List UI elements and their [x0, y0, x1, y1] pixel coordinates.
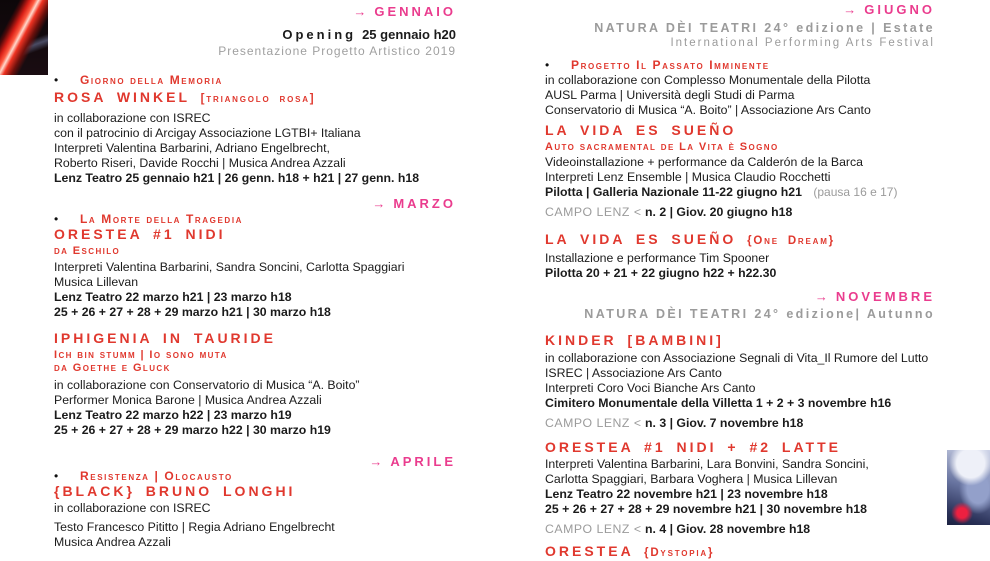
- performer-line: Performer Monica Barone | Musica Andrea Azzali: [54, 393, 322, 407]
- collab-line: in collaborazione con Complesso Monumentale della Pilotta: [545, 73, 871, 87]
- event-title: ORESTEA #1 NIDI: [54, 226, 226, 242]
- program-column-left: [54, 0, 456, 550]
- event-title: {BLACK} BRUNO LONGHI: [54, 483, 296, 499]
- festival-subtitle: International Performing Arts Festival: [670, 37, 935, 49]
- event-title: [54, 89, 456, 107]
- month-label: GENNAIO: [374, 4, 456, 19]
- desc-line: Installazione e performance Tim Spooner: [545, 251, 770, 265]
- event-category: Giorno della Memoria: [80, 73, 223, 87]
- collab-line: in collaborazione con Associazione Segnali di Vita_Il Rumore del Lutto: [545, 351, 929, 365]
- schedule-main: Pilotta | Galleria Nazionale 11-22 giugno h21: [545, 185, 802, 199]
- month-header-novembre: [545, 289, 935, 305]
- campo-lenz-line: [545, 416, 935, 431]
- event-title-note: {Dystopia}: [644, 547, 715, 559]
- event-category: La Morte della Tragedia: [80, 212, 244, 226]
- campo-lenz-line: [545, 205, 935, 220]
- event-orestea-dystopia: [545, 543, 935, 561]
- event-details: [54, 111, 456, 186]
- campo-lenz-value: n. 3 | Giov. 7 novembre h18: [644, 416, 804, 430]
- collab-line: AUSL Parma | Università degli Studi di Parma: [545, 88, 795, 102]
- musica-line: Musica Andrea Azzali: [54, 535, 171, 549]
- interpreti-line: Interpreti Lenz Ensemble | Musica Claudio Rocchetti: [545, 170, 831, 184]
- category-row: [54, 73, 456, 87]
- event-title: KINDER [BAMBINI]: [545, 332, 724, 348]
- collab-line: in collaborazione con ISREC: [54, 501, 211, 515]
- collab-line: in collaborazione con Conservatorio di Musica “A. Boito”: [54, 378, 360, 392]
- month-header-gennaio: [54, 4, 456, 20]
- desc-line: Videoinstallazione + performance da Calderón de la Barca: [545, 155, 863, 169]
- event-title-note: [triangolo rosa]: [200, 93, 316, 105]
- opening-subtitle: Presentazione Progetto Artistico 2019: [218, 44, 456, 58]
- event-title-main: ROSA WINKEL: [54, 89, 190, 105]
- campo-lenz-line: [545, 522, 935, 537]
- event-title: IPHIGENIA IN TAURIDE: [54, 330, 277, 346]
- event-title: [545, 543, 935, 561]
- event-one-dream: [545, 231, 935, 281]
- event-category: Progetto Il Passato Imminente: [571, 58, 770, 72]
- event-title-main: ORESTEA: [545, 543, 634, 559]
- event-title-note: {One Dream}: [747, 235, 835, 247]
- interpreti-line: Carlotta Spaggiari, Barbara Voghera | Musica Lillevan: [545, 472, 838, 486]
- category-row: [54, 212, 456, 226]
- schedule-line: Lenz Teatro 22 novembre h21 | 23 novembre h18: [545, 487, 828, 501]
- campo-lenz-value: n. 2 | Giov. 20 giugno h18: [644, 205, 793, 219]
- interpreti-line: Roberto Riseri, Davide Rocchi | Musica Andrea Azzali: [54, 156, 346, 170]
- testo-line: Testo Francesco Pititto | Regia Adriano Engelbrecht: [54, 520, 335, 534]
- bullet-icon: •: [545, 58, 550, 72]
- arrow-icon: →: [372, 196, 386, 211]
- event-category: Resistenza | Olocausto: [80, 469, 233, 483]
- event-details: [545, 351, 935, 411]
- event-orestea-latte: [545, 439, 935, 537]
- month-label: NOVEMBRE: [835, 289, 935, 304]
- bullet-icon: •: [54, 469, 59, 483]
- schedule-line: [545, 185, 935, 200]
- collab-line: Conservatorio di Musica “A. Boito” | Associazione Ars Canto: [545, 103, 871, 117]
- event-bruno-longhi: [54, 469, 456, 550]
- event-source: da Eschilo: [54, 245, 121, 257]
- event-details: [54, 378, 456, 438]
- month-header-giugno: [545, 2, 935, 18]
- collab-line: in collaborazione con ISREC: [54, 111, 211, 125]
- stage-photo-top-left: [0, 0, 48, 75]
- schedule-line: Cimitero Monumentale della Villetta 1 + 2 + 3 novembre h16: [545, 396, 892, 410]
- category-row: [545, 58, 935, 72]
- opening-line: [54, 27, 456, 43]
- event-subtitle: Auto sacramental de La Vita è Sogno: [545, 141, 779, 153]
- bullet-icon: •: [54, 212, 59, 226]
- patrocinio-line: con il patrocinio di Arcigay Associazione LGTBI+ Italiana: [54, 126, 361, 140]
- schedule-line: Lenz Teatro 25 gennaio h21 | 26 genn. h18 + h21 | 27 genn. h18: [54, 171, 420, 185]
- arrow-icon: →: [843, 2, 857, 17]
- opening-label: Opening: [282, 27, 357, 42]
- event-details: [545, 457, 935, 517]
- schedule-line: 25 + 26 + 27 + 28 + 29 marzo h21 | 30 marzo h18: [54, 305, 331, 319]
- interpreti-line: Interpreti Valentina Barbarini, Adriano Engelbrecht,: [54, 141, 330, 155]
- event-kinder: [545, 332, 935, 431]
- campo-lenz-label: CAMPO LENZ <: [545, 416, 642, 430]
- event-iphigenia: [54, 330, 456, 438]
- event-title: ORESTEA #1 NIDI + #2 LATTE: [545, 439, 841, 455]
- stage-photo-bottom-right: [947, 450, 990, 525]
- event-orestea-nidi: [54, 212, 456, 320]
- event-title: LA VIDA ES SUEÑO: [545, 122, 737, 138]
- collab-line: ISREC | Associazione Ars Canto: [545, 366, 722, 380]
- campo-lenz-label: CAMPO LENZ <: [545, 522, 642, 536]
- arrow-icon: →: [369, 454, 383, 469]
- month-header-aprile: [54, 454, 456, 470]
- festival-title-autunno: NATURA DÈI TEATRI 24° edizione| Autunno: [584, 307, 935, 321]
- interpreti-line: Interpreti Valentina Barbarini, Sandra Soncini, Carlotta Spaggiari: [54, 260, 405, 274]
- schedule-line: Lenz Teatro 22 marzo h22 | 23 marzo h19: [54, 408, 292, 422]
- event-la-vida-es-sueno: [545, 58, 935, 220]
- program-column-right: [545, 0, 935, 561]
- month-header-marzo: [54, 196, 456, 212]
- arrow-icon: →: [353, 4, 367, 19]
- event-details: [545, 73, 935, 118]
- musica-line: Musica Lillevan: [54, 275, 139, 289]
- event-title: [545, 231, 935, 249]
- schedule-note: (pausa 16 e 17): [813, 185, 898, 199]
- opening-date: 25 gennaio h20: [362, 27, 456, 42]
- schedule-line: 25 + 26 + 27 + 28 + 29 novembre h21 | 30 novembre h18: [545, 502, 867, 516]
- schedule-line: 25 + 26 + 27 + 28 + 29 marzo h22 | 30 marzo h19: [54, 423, 331, 437]
- interpreti-line: Interpreti Coro Voci Bianche Ars Canto: [545, 381, 756, 395]
- month-label: MARZO: [393, 196, 456, 211]
- arrow-icon: →: [814, 289, 828, 304]
- event-title-main: LA VIDA ES SUEÑO: [545, 231, 737, 247]
- month-label: APRILE: [390, 454, 456, 469]
- month-label: GIUGNO: [864, 2, 935, 17]
- interpreti-line: Interpreti Valentina Barbarini, Lara Bonvini, Sandra Soncini,: [545, 457, 869, 471]
- festival-title-estate: NATURA DÈI TEATRI 24° edizione | Estate: [594, 21, 935, 35]
- bullet-icon: •: [54, 73, 59, 87]
- event-details: [545, 155, 935, 200]
- category-row: [54, 469, 456, 483]
- event-source: da Goethe e Gluck: [54, 362, 171, 374]
- event-subtitle: Ich bin stumm | Io sono muta: [54, 349, 228, 361]
- event-details: [54, 260, 456, 320]
- campo-lenz-value: n. 4 | Giov. 28 novembre h18: [644, 522, 811, 536]
- schedule-line: Lenz Teatro 22 marzo h21 | 23 marzo h18: [54, 290, 292, 304]
- campo-lenz-label: CAMPO LENZ <: [545, 205, 642, 219]
- schedule-line: Pilotta 20 + 21 + 22 giugno h22 + h22.30: [545, 266, 777, 280]
- event-rosa-winkel: [54, 73, 456, 186]
